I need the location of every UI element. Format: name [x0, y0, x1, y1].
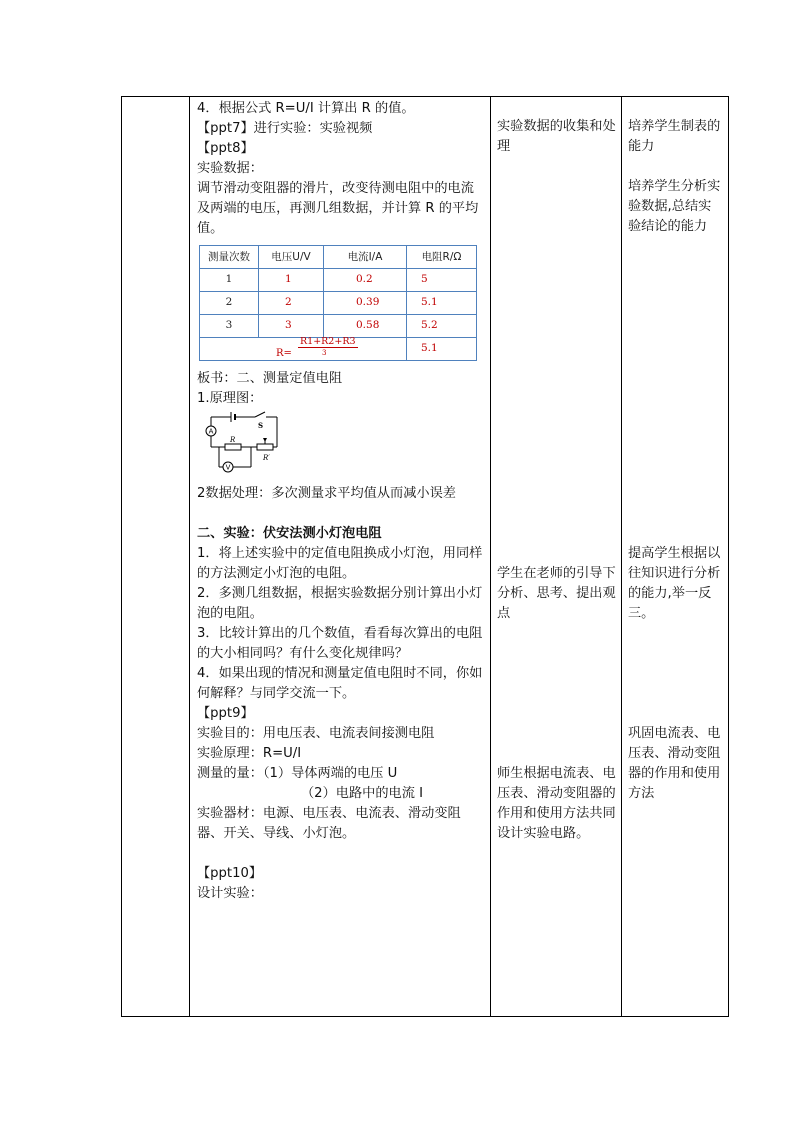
table-row	[200, 315, 477, 338]
section2-title: 二、实验：伏安法测小灯泡电阻	[197, 526, 382, 541]
ammeter-label: A	[208, 427, 214, 436]
purpose-text: 实验目的：用电压表、电流表间接测电阻	[197, 726, 435, 741]
cell-current: 0.2	[324, 269, 407, 292]
switch-label: S	[258, 421, 264, 430]
measurement-table	[199, 245, 477, 361]
measurement-table-header	[200, 246, 477, 269]
cell-voltage: 1	[259, 269, 324, 292]
cell-trial: 1	[200, 269, 259, 292]
voltmeter-label: V	[225, 463, 231, 472]
circuit-schematic	[197, 411, 279, 477]
cell-resistance: 5	[407, 269, 477, 292]
s2-item3: 3．比较计算出的几个数值，看看每次算出的电阻的大小相同吗？有什么变化规律吗？	[197, 626, 483, 661]
student-activity-1: 实验数据的收集和处理	[497, 119, 616, 154]
measure2-text: （2）电路中的电流 I	[301, 786, 423, 801]
average-formula	[200, 338, 406, 358]
cell-voltage: 3	[259, 315, 324, 338]
measure1-text: 测量的量：（1）导体两端的电压 U	[197, 766, 398, 781]
design-intent-4: 巩固电流表、电压表、滑动变阻器的作用和使用方法	[628, 726, 721, 801]
cell-trial: 2	[200, 292, 259, 315]
average-value: 5.1	[407, 338, 477, 361]
exp-data-label: 实验数据：	[197, 161, 263, 176]
cell-voltage: 2	[259, 292, 324, 315]
ppt10-text: 【ppt10】	[197, 866, 263, 881]
table-average-row	[200, 338, 477, 361]
header-trial: 测量次数	[200, 246, 259, 269]
student-activity-2: 学生在老师的引导下分析、思考、提出观点	[497, 566, 616, 621]
header-current: 电流I/A	[324, 246, 407, 269]
ppt9-text: 【ppt9】	[197, 706, 254, 721]
design-intent-3: 提高学生根据以往知识进行分析的能力,举一反三。	[628, 546, 721, 621]
cell-current: 0.58	[324, 315, 407, 338]
exp-data-desc: 调节滑动变阻器的滑片，改变待测电阻中的电流及两端的电压，再测几组数据，并计算 R 的平均值。	[197, 181, 479, 236]
header-voltage: 电压U/V	[259, 246, 324, 269]
principle-text: 实验原理：R=U/I	[197, 746, 302, 761]
lesson-plan-table	[121, 96, 729, 1017]
ppt8-text: 【ppt8】	[197, 141, 254, 156]
s2-item1: 1．将上述实验中的定值电阻换成小灯泡，用同样的方法测定小灯泡的电阻。	[197, 546, 483, 581]
cell-trial: 3	[200, 315, 259, 338]
empty-first-column	[122, 97, 190, 1017]
cell-resistance: 5.2	[407, 315, 477, 338]
table-row	[200, 292, 477, 315]
board-title: 板书：二、测量定值电阻	[197, 371, 343, 386]
s2-item2: 2．多测几组数据，根据实验数据分别计算出小灯泡的电阻。	[197, 586, 483, 621]
student-activity-cell	[491, 97, 622, 1017]
student-activity-3: 师生根据电流表、电压表、滑动变阻器的作用和使用方法共同设计实验电路。	[497, 766, 616, 841]
design-intent-1: 培养学生制表的能力	[628, 119, 721, 154]
rheostat-label: R′	[263, 454, 270, 462]
formula-denominator: 3	[322, 349, 327, 357]
header-resistance: 电阻R/Ω	[407, 246, 477, 269]
data-processing-text: 2数据处理：多次测量求平均值从而减小误差	[197, 486, 456, 501]
resistor-label: R	[230, 436, 236, 444]
schematic-label: 1.原理图：	[197, 391, 263, 406]
design-intent-cell	[622, 97, 729, 1017]
cell-resistance: 5.1	[407, 292, 477, 315]
average-formula-cell	[200, 338, 407, 361]
design-text: 设计实验：	[197, 886, 263, 901]
s2-item4: 4．如果出现的情况和测量定值电阻时不同，你如何解释？与同学交流一下。	[197, 666, 483, 701]
formula-prefix: R=	[276, 348, 292, 359]
table-row	[200, 269, 477, 292]
teaching-content-cell	[190, 97, 491, 1017]
equipment-text: 实验器材：电源、电压表、电流表、滑动变阻器、开关、导线、小灯泡。	[197, 806, 461, 841]
formula-numerator: R1+R2+R3	[300, 336, 356, 347]
ppt7-text: 【ppt7】进行实验：实验视频	[197, 121, 373, 136]
step4-text: 4．根据公式 R=U/I 计算出 R 的值。	[197, 101, 415, 116]
design-intent-2: 培养学生分析实验数据,总结实验结论的能力	[628, 179, 721, 234]
cell-current: 0.39	[324, 292, 407, 315]
